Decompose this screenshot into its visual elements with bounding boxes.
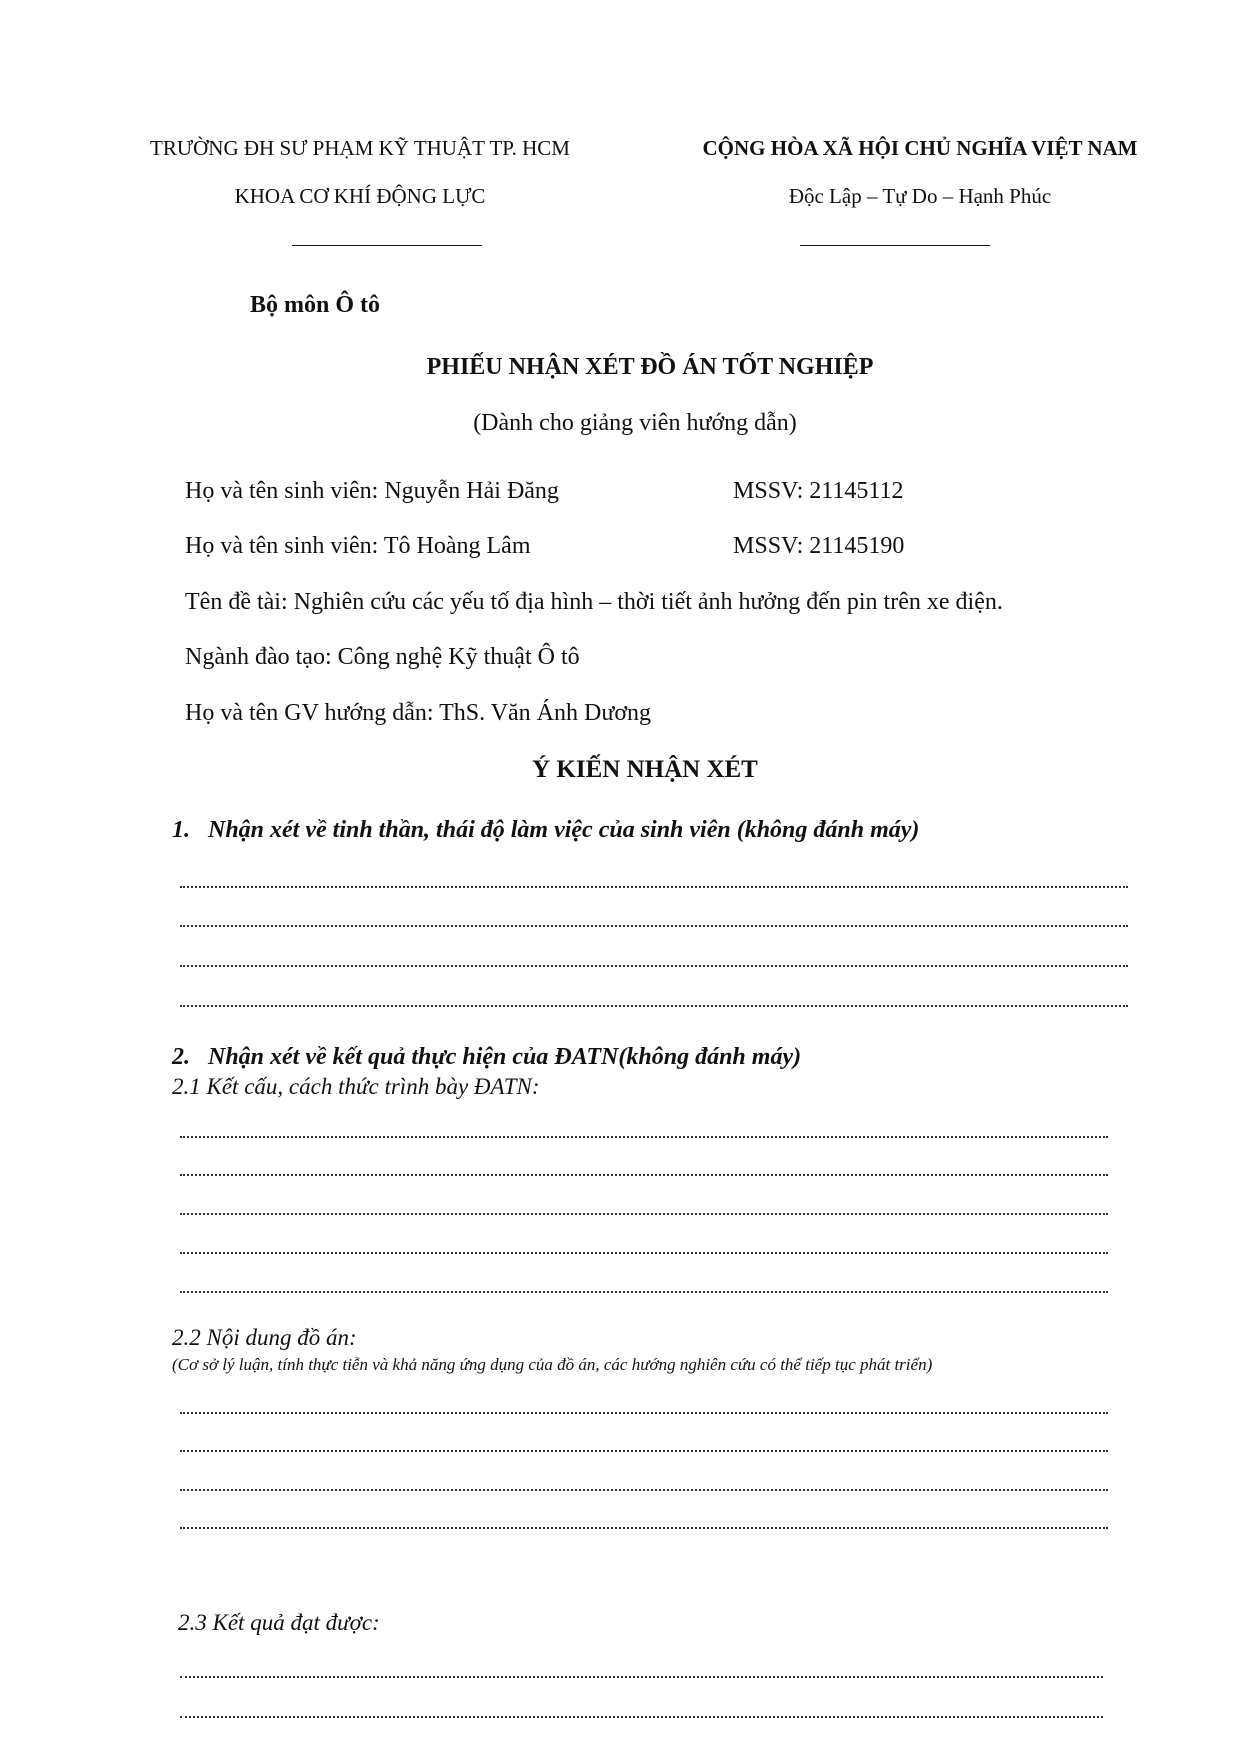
topic-label: Tên đề tài: (185, 589, 294, 615)
faculty-name: KHOA CƠ KHÍ ĐỘNG LỰC (234, 184, 486, 208)
page-subtitle: (Dành cho giảng viên hướng dẫn) (473, 410, 797, 436)
student-1-mssv-label: MSSV: (733, 478, 810, 504)
section-1-heading (172, 817, 919, 844)
topic-field (185, 589, 1003, 616)
section-2-1-line-1[interactable] (180, 1136, 1108, 1138)
section-2-2-line-2[interactable] (180, 1450, 1108, 1452)
right-header-rule (800, 245, 990, 246)
section-2-1-line-4[interactable] (180, 1252, 1108, 1254)
section-2-3-title: 2.3 Kết quả đạt được: (178, 1610, 380, 1635)
section-1-line-2[interactable] (180, 925, 1128, 927)
national-title: CỘNG HÒA XÃ HỘI CHỦ NGHĨA VIỆT NAM (702, 136, 1138, 160)
comments-heading: Ý KIẾN NHẬN XÉT (532, 756, 758, 783)
student-2-mssv-label: MSSV: (733, 533, 810, 559)
section-2-1-line-5[interactable] (180, 1291, 1108, 1293)
department: Bộ môn Ô tô (250, 292, 381, 318)
student-2-mssv-value: 21145190 (809, 533, 905, 559)
left-header-rule (292, 245, 482, 246)
advisor-label: Họ và tên GV hướng dẫn: (185, 700, 440, 726)
national-motto: Độc Lập – Tự Do – Hạnh Phúc (788, 184, 1052, 208)
section-1-title: Nhận xét về tinh thần, thái độ làm việc của sinh viên (không đánh máy) (208, 817, 920, 843)
section-2-1-line-3[interactable] (180, 1213, 1108, 1215)
section-2-2-line-3[interactable] (180, 1489, 1108, 1491)
major-label: Ngành đào tạo: (185, 644, 338, 670)
student-1-mssv-value: 21145112 (809, 478, 904, 504)
section-2-number: 2. (172, 1044, 190, 1070)
student-2-label: Họ và tên sinh viên: (185, 533, 384, 559)
student-2-name: Tô Hoàng Lâm (383, 533, 531, 559)
student-1-mssv (733, 478, 903, 505)
page-title: PHIẾU NHẬN XÉT ĐỒ ÁN TỐT NGHIỆP (426, 354, 874, 380)
advisor-value: ThS. Văn Ánh Dương (439, 700, 652, 726)
section-2-title: Nhận xét về kết quả thực hiện của ĐATN(không đánh máy) (208, 1044, 802, 1070)
university-name: TRƯỜNG ĐH SƯ PHẠM KỸ THUẬT TP. HCM (150, 136, 570, 160)
advisor-field (185, 700, 651, 727)
section-2-2-line-1[interactable] (180, 1412, 1108, 1414)
section-1-number: 1. (172, 817, 190, 843)
section-2-1-line-2[interactable] (180, 1174, 1108, 1176)
section-2-3-line-1[interactable] (180, 1676, 1103, 1678)
section-2-3-line-2[interactable] (180, 1716, 1103, 1718)
student-2-mssv (733, 533, 904, 560)
student-2-field (185, 533, 531, 560)
major-value: Công nghệ Kỹ thuật Ô tô (337, 644, 580, 670)
section-1-line-4[interactable] (180, 1005, 1128, 1007)
student-1-label: Họ và tên sinh viên: (185, 478, 385, 504)
section-1-line-3[interactable] (180, 965, 1128, 967)
student-1-name: Nguyễn Hải Đăng (384, 478, 559, 504)
section-2-1-title: 2.1 Kết cấu, cách thức trình bày ĐATN: (172, 1074, 540, 1099)
topic-value: Nghiên cứu các yếu tố địa hình – thời tiết ảnh hưởng đến pin trên xe điện. (293, 589, 1003, 615)
section-1-line-1[interactable] (180, 886, 1128, 888)
section-2-2-line-4[interactable] (180, 1527, 1108, 1529)
student-1-field (185, 478, 559, 505)
major-field (185, 644, 580, 671)
section-2-2-note: (Cơ sở lý luận, tính thực tiễn và khả năng ứng dụng của đồ án, các hướng nghiên cứu có thể tiếp tục phát triển) (172, 1355, 933, 1374)
section-2-2-title: 2.2 Nội dung đồ án: (172, 1325, 357, 1350)
section-2-heading (172, 1044, 801, 1071)
